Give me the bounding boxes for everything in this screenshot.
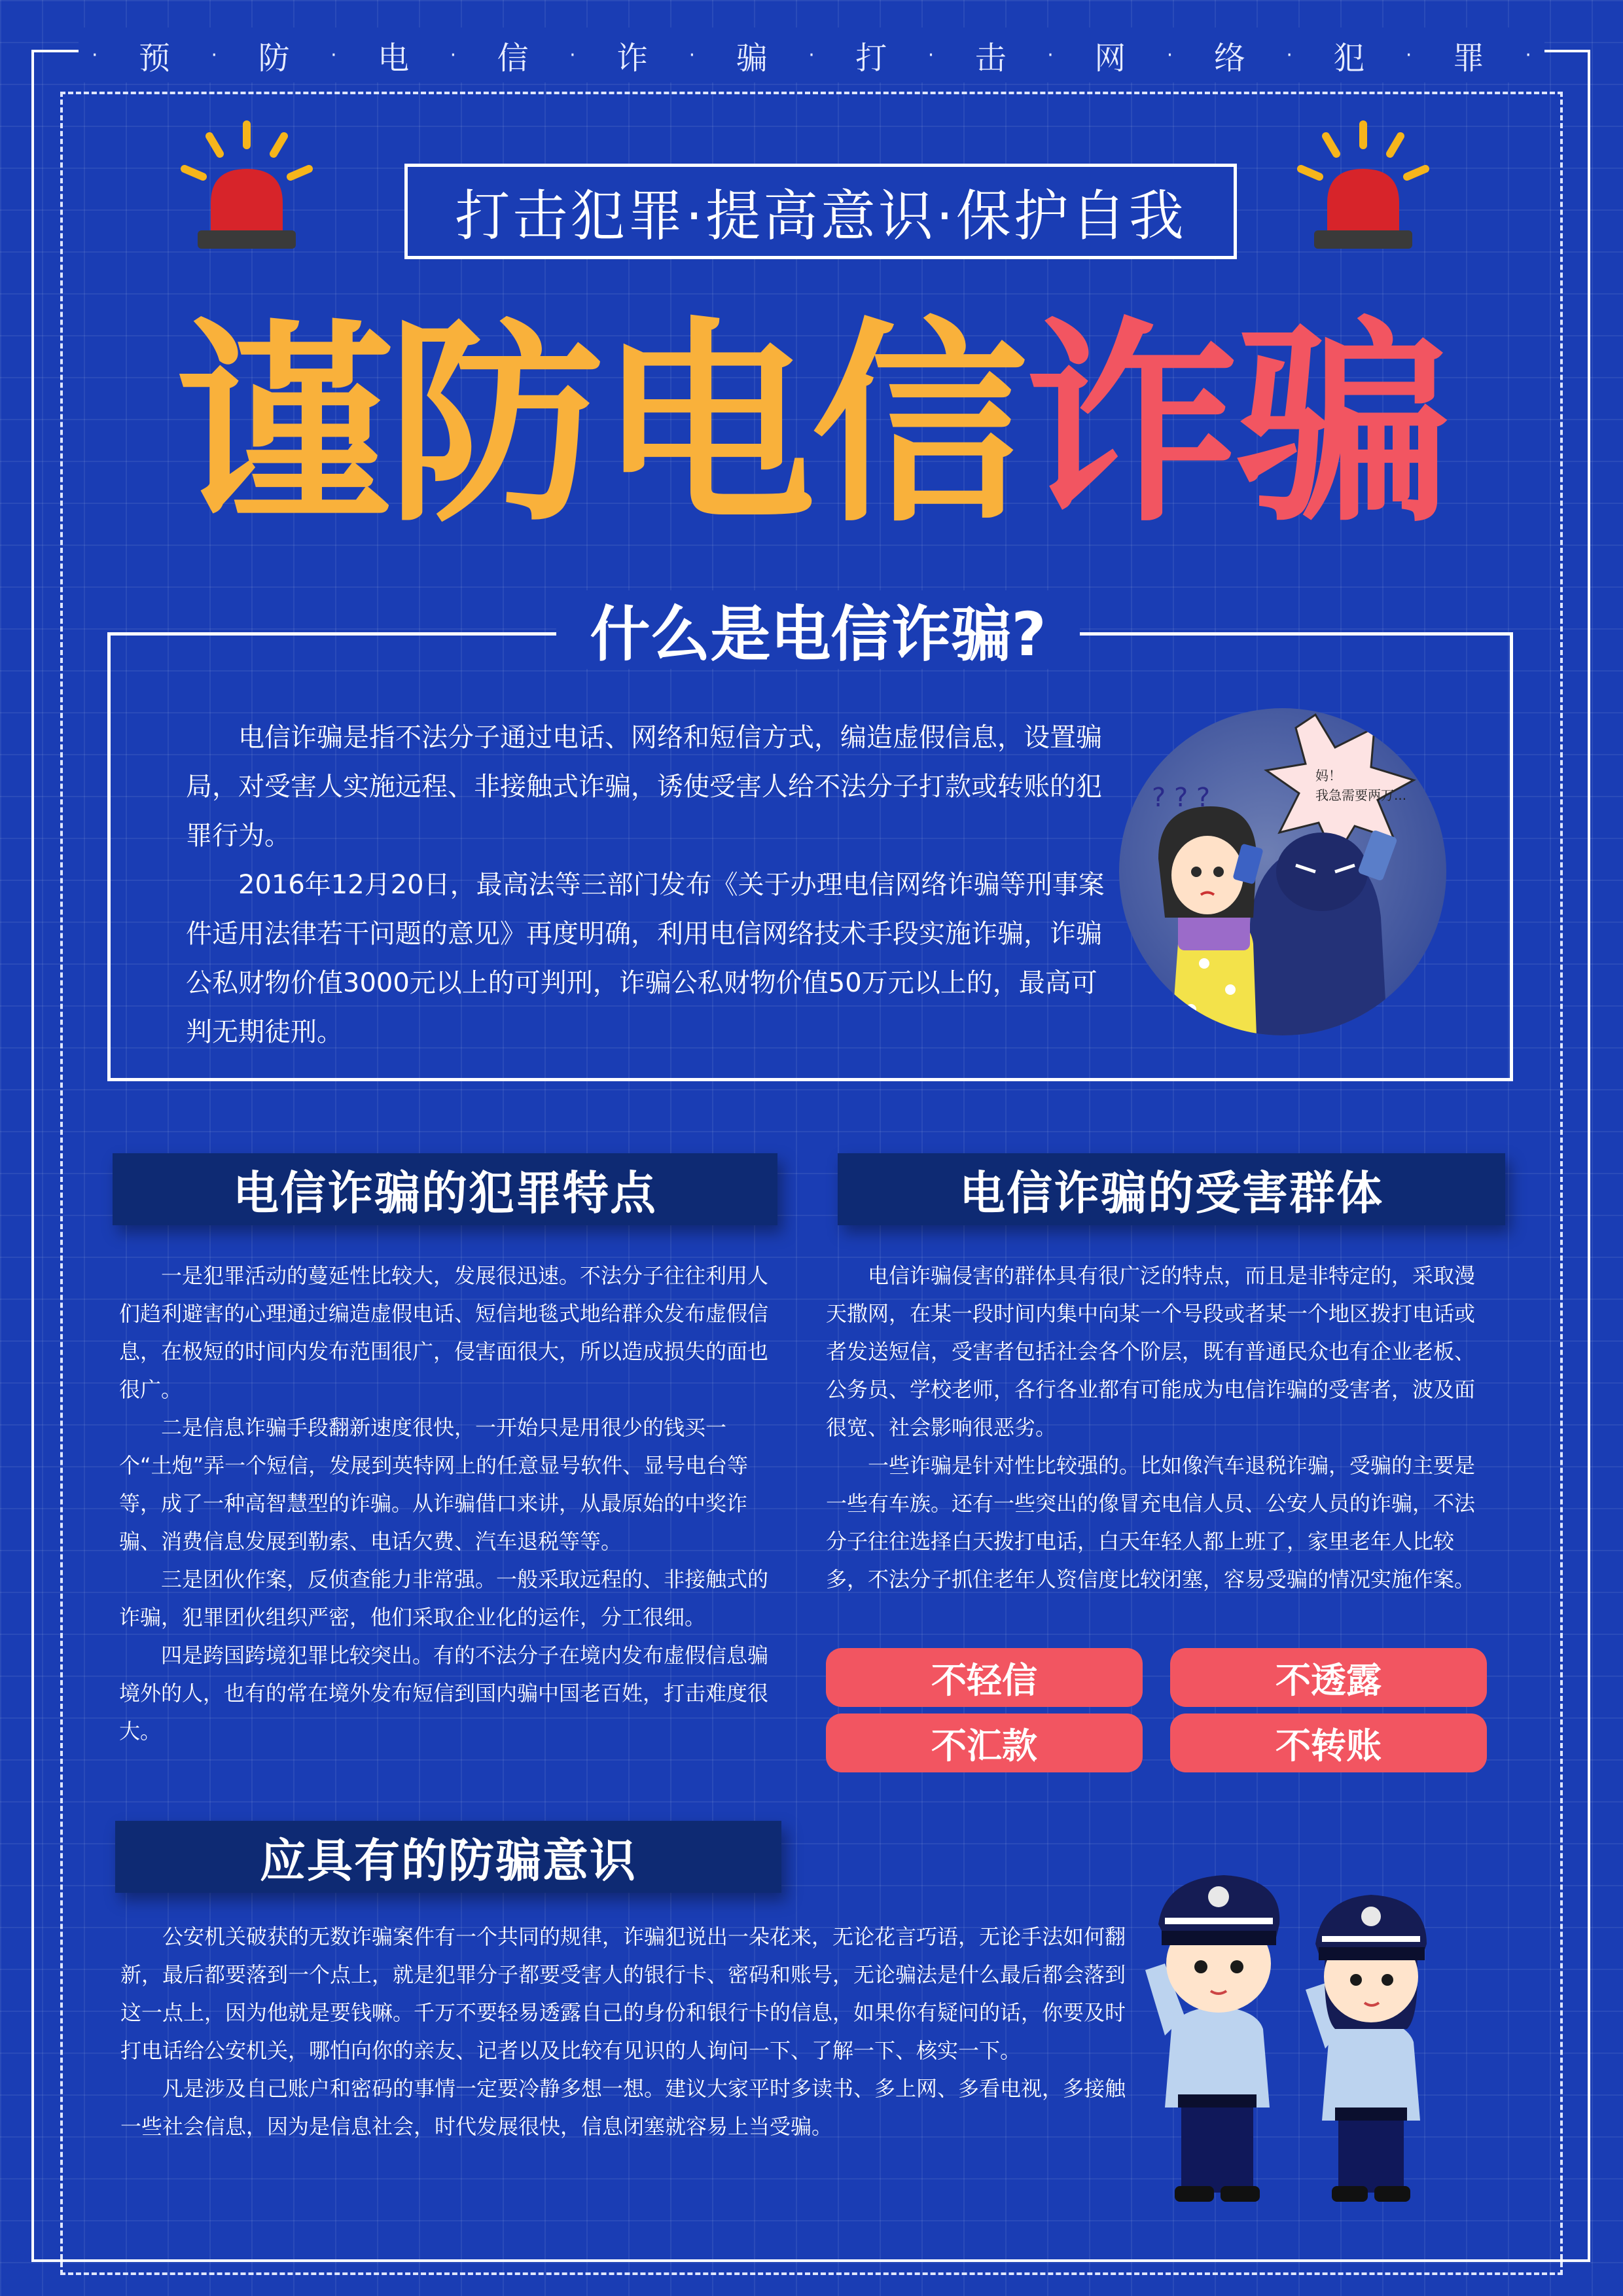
pill-no-trust <box>826 1648 1143 1707</box>
paragraph: 四是跨国跨境犯罪比较突出。有的不法分子在境内发布虚假信息骗境外的人，也有的常在境外发布短信到国内骗中国老百姓，打击难度很大。 <box>119 1643 769 1744</box>
banner-char: 防 <box>258 39 290 77</box>
police-officer-icon <box>1145 1875 1279 2202</box>
top-banner: · 预 · 防 · 电 · 信 · 诈 · 骗 · 打 · 击 · 网 · 络 · 犯 · 罪 · <box>79 27 1544 82</box>
features-heading: 电信诈骗的犯罪特点 <box>233 1166 657 1220</box>
pill-label: 不透露 <box>1275 1659 1382 1701</box>
banner-char: 罪 <box>1452 39 1484 77</box>
banner-char: 击 <box>974 39 1007 77</box>
pill-label: 不轻信 <box>931 1659 1037 1701</box>
slogan-box <box>404 164 1237 259</box>
what-is-text <box>186 713 1115 1057</box>
paragraph: 一些诈骗是针对性比较强的。比如像汽车退税诈骗，受骗的主要是一些有车族。还有一些突出的像冒充电信人员、公安人员的诈骗，不法分子往往选择白天拨打电话，白天年轻人都上班了，家里老年人比较多，不法分子抓住老年人资信度比较闭塞，容易受骗的情况实施作案。 <box>826 1453 1476 1592</box>
paragraph: 公安机关破获的无数诈骗案件有一个共同的规律，诈骗犯说出一朵花来，无论花言巧语，无论手法如何翻新，最后都要落到一个点上，就是犯罪分子都要受害人的银行卡、密码和账号，无论骗法是什么最后都会落到这一点上，因为他就是要钱嘛。千万不要轻易透露自己的身份和银行卡的信息，如果你有疑问的话，你要及时打电话给公安机关，哪怕向你的亲友、记者以及比较有见识的人询问一下、了解一下、核实一下。 <box>120 1924 1126 2063</box>
police-officers-illustration <box>1139 1820 1453 2206</box>
main-title <box>111 300 1512 551</box>
awareness-heading: 应具有的防骗意识 <box>260 1833 637 1888</box>
victims-heading: 电信诈骗的受害群体 <box>959 1166 1383 1220</box>
features-text <box>119 1257 779 1750</box>
paragraph: 三是团伙作案，反侦查能力非常强。一般采取远程的、非接触式的诈骗，犯罪团伙组织严密，他们采取企业化的运作，分工很细。 <box>119 1567 769 1630</box>
banner-char: 电 <box>378 39 410 77</box>
svg-text:? ? ?: ? ? ? <box>1152 783 1211 813</box>
what-is-heading: 什么是电信诈骗? <box>590 600 1046 670</box>
banner-char: 诈 <box>616 39 649 77</box>
pill-no-disclose <box>1170 1648 1487 1707</box>
slogan-text: 打击犯罪·提高意识·保护自我 <box>455 183 1186 248</box>
banner-char: 预 <box>139 39 171 77</box>
police-officer-icon <box>1306 1895 1427 2202</box>
banner-char: 犯 <box>1333 39 1365 77</box>
victims-text <box>826 1257 1487 1598</box>
features-heading-bar <box>113 1153 777 1225</box>
speech-line: 我急需要两万... <box>1315 787 1407 803</box>
paragraph: 凡是涉及自己账户和密码的事情一定要冷静多想一想。建议大家平时多读书、多上网、多看电视，多接触一些社会信息，因为是信息社会，时代发展很快，信息闭塞就容易上当受骗。 <box>120 2076 1126 2139</box>
title-part-yellow: 谨防电信 <box>175 300 1024 551</box>
alarm-light-icon <box>171 118 322 262</box>
banner-char: 骗 <box>736 39 768 77</box>
what-is-heading-wrap <box>556 590 1080 669</box>
pill-label: 不汇款 <box>931 1725 1037 1767</box>
paragraph: 二是信息诈骗手段翻新速度很快，一开始只是用很少的钱买一个“土炮”弄一个短信，发展到英特网上的任意显号软件、显号电台等等，成了一种高智慧型的诈骗。从诈骗借口来讲，从最原始的中奖诈骗、消费信息发展到勒索、电话欠费、汽车退税等等。 <box>119 1415 749 1554</box>
pill-no-transfer <box>1170 1713 1487 1772</box>
banner-char: 络 <box>1213 39 1245 77</box>
victims-heading-bar <box>838 1153 1505 1225</box>
banner-char: 打 <box>855 39 887 77</box>
pill-no-remit <box>826 1713 1143 1772</box>
pill-label: 不转账 <box>1275 1725 1382 1767</box>
paragraph: 电信诈骗侵害的群体具有很广泛的特点，而且是非特定的，采取漫天撒网，在某一段时间内集中向某一个号段或者某一个地区拨打电话或者发送短信，受害者包括社会各个阶层，既有普通民众也有企业老板、公务员、学校老师，各行各业都有可能成为电信诈骗的受害者，波及面很宽、社会影响很恶劣。 <box>826 1263 1476 1440</box>
paragraph: 电信诈骗是指不法分子通过电话、网络和短信方式，编造虚假信息，设置骗局，对受害人实施远程、非接触式诈骗，诱使受害人给不法分子打款或转账的犯罪行为。 <box>186 723 1102 851</box>
title-part-red: 诈骗 <box>1024 300 1448 551</box>
banner-char: 信 <box>497 39 529 77</box>
scam-call-illustration <box>1119 708 1446 1035</box>
alarm-light-icon <box>1288 118 1438 262</box>
awareness-heading-bar <box>115 1821 781 1893</box>
banner-char: 网 <box>1094 39 1126 77</box>
scam-call-drawing <box>1119 708 1446 1035</box>
speech-line: 妈！ <box>1315 768 1342 783</box>
paragraph: 一是犯罪活动的蔓延性比较大，发展很迅速。不法分子往往利用人们趋利避害的心理通过编造虚假电话、短信地毯式地给群众发布虚假信息，在极短的时间内发布范围很广，侵害面很大，所以造成损失的面也很广。 <box>119 1263 769 1402</box>
awareness-text <box>120 1918 1126 2145</box>
paragraph: 2016年12月20日，最高法等三部门发布《关于办理电信网络诈骗等刑事案件适用法律若干问题的意见》再度明确，利用电信网络技术手段实施诈骗，诈骗公私财物价值3000元以上的可判刑，诈骗公私财物价值50万元以上的，最高可判无期徒刑。 <box>186 870 1105 1047</box>
